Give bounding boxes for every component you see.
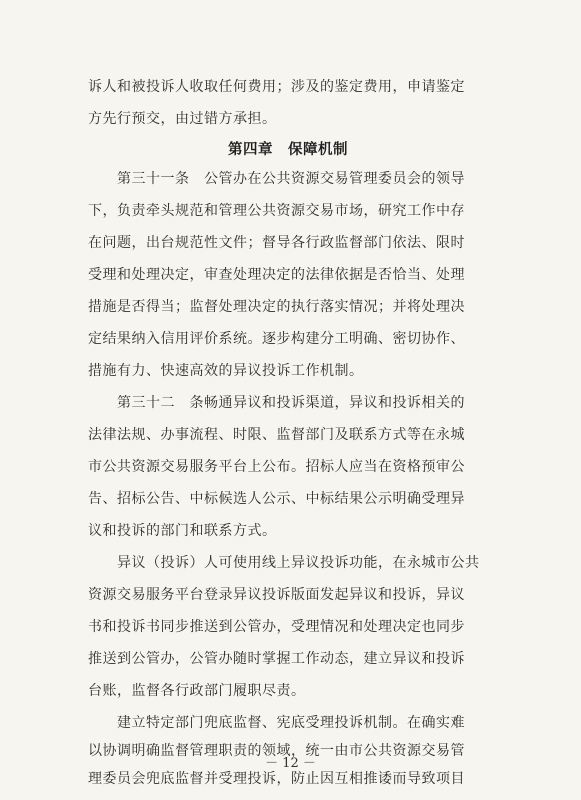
text-line: 法律法规、办事流程、时限、监督部门及联系方式等在永城: [88, 427, 465, 443]
text-line: 资源交易服务平台登录异议投诉版面发起异议和投诉，异议: [88, 587, 465, 603]
text-line: 受理和处理决定，审查处理决定的法律依据是否恰当、处理: [88, 267, 465, 283]
text-line: 建立特定部门兜底监督、宪底受理投诉机制。在确实难: [88, 715, 465, 731]
text-line: 在问题，出台规范性文件；督导各行政监督部门依法、限时: [88, 235, 465, 251]
chapter-heading: 第四章 保障机制: [228, 142, 348, 158]
text-line: 理委员会兜底监督并受理投诉，防止因互相推诿而导致项目: [88, 771, 465, 787]
text-line: 告、招标公告、中标候选人公示、中标结果公示明确受理异: [88, 491, 465, 507]
text-line: 异议（投诉）人可使用线上异议投诉功能，在永城市公共: [88, 555, 480, 571]
text-line: 诉人和被投诉人收取任何费用；涉及的鉴定费用，申请鉴定: [88, 79, 465, 95]
text-line: 下，负责牵头规范和管理公共资源交易市场，研究工作中存: [88, 203, 465, 219]
text-line: 市公共资源交易服务平台上公布。招标人应当在资格预审公: [88, 459, 465, 475]
text-line: 措施是否得当；监督处理决定的执行落实情况；并将处理决: [88, 299, 465, 315]
text-line: 台账，监督各行政部门履职尽责。: [88, 683, 306, 699]
page-number: － 12 －: [265, 756, 316, 771]
text-line: 议和投诉的部门和联系方式。: [88, 523, 277, 539]
text-line: 推送到公管办，公管办随时掌握工作动态，建立异议和投诉: [88, 651, 465, 667]
text-line: 书和投诉书同步推送到公管办，受理情况和处理决定也同步: [88, 619, 465, 635]
text-line: 定结果纳入信用评价系统。逐步构建分工明确、密切协作、: [88, 331, 465, 347]
text-line: 方先行预交，由过错方承担。: [88, 111, 277, 127]
text-line: 措施有力、快速高效的异议投诉工作机制。: [88, 363, 364, 379]
text-line: 以协调明确监督管理职责的领域，统一由市公共资源交易管: [88, 743, 465, 759]
text-line: 第三十一条 公管办在公共资源交易管理委员会的领导: [88, 171, 465, 187]
text-line: 第三十二 条畅通异议和投诉渠道，异议和投诉相关的: [88, 395, 465, 411]
